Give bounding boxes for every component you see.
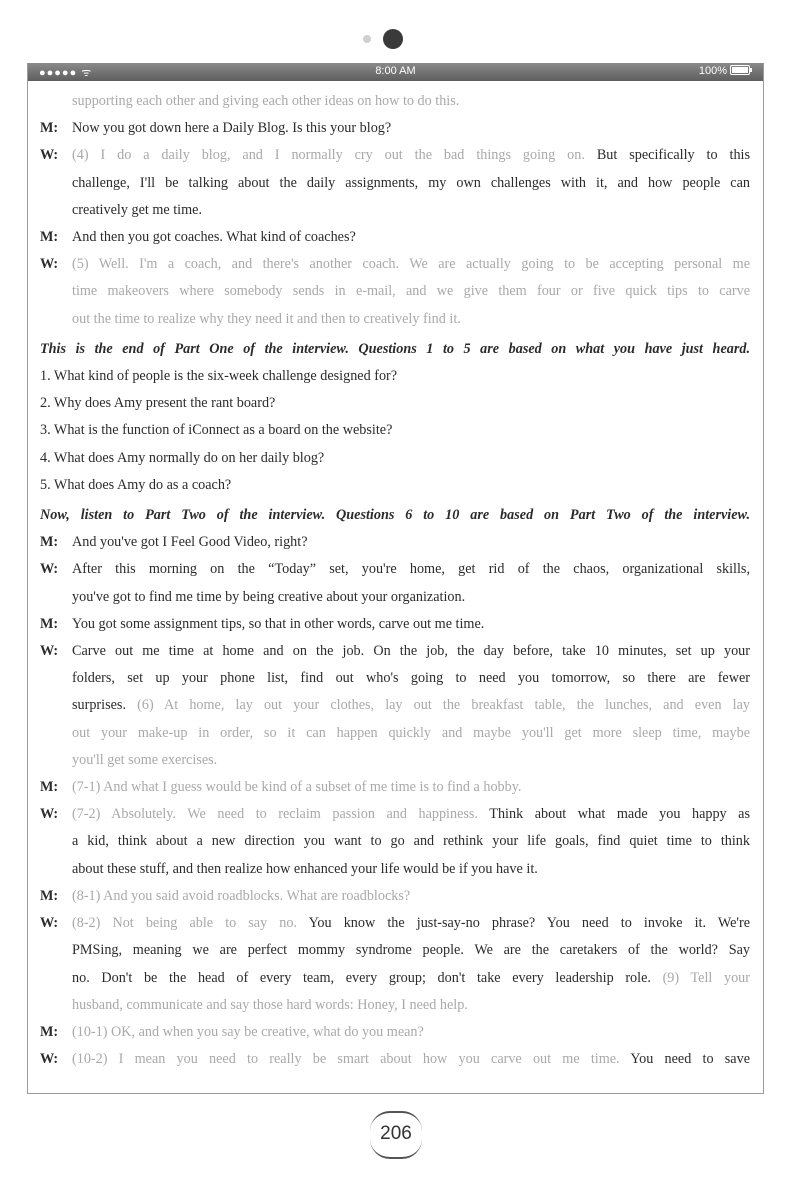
text-line: PMSing, meaning we are perfect mommy syndrome people. We are the caretakers of the world? Say [72, 942, 750, 959]
text-line: challenge, I'll be talking about the daily assignments, my own challenges with it, and how people can [72, 174, 750, 191]
text-line: you've got to find me time by being creative about your organization. [72, 588, 466, 605]
speaker-label: M: [40, 120, 59, 137]
speaker-label: W: [40, 643, 59, 660]
speaker-label: W: [40, 256, 59, 273]
text-line: out your make-up in order, so it can happen quickly and maybe you'll get more sleep time, maybe [72, 724, 750, 741]
dialogue-line: W: Carve out me time at home and on the job. On the job, the day before, take 10 minutes, set up your [40, 638, 750, 665]
dialogue-line: M: And then you got coaches. What kind of coaches? [40, 224, 750, 251]
dialogue-line: W: After this morning on the “Today” set, you're home, get rid of the chaos, organizational skills, [40, 556, 750, 583]
dialogue-line: W: (10-2) I mean you need to really be smart about how you carve out me time. You need to save [40, 1046, 750, 1073]
question-item: 5. What does Amy do as a coach? [40, 476, 232, 493]
speaker-label: W: [40, 806, 59, 823]
status-time: 8:00 AM [375, 65, 416, 77]
section-heading: This is the end of Part One of the interview. Questions 1 to 5 are based on what you have just heard. [40, 340, 750, 357]
speaker-label: W: [40, 1051, 59, 1068]
speaker-label: W: [40, 147, 59, 164]
front-camera [363, 29, 403, 49]
question-item: 4. What does Amy normally do on her daily blog? [40, 449, 325, 466]
transcript-page [40, 88, 750, 1073]
dialogue-line: M: (10-1) OK, and when you say be creative, what do you mean? [40, 1019, 750, 1046]
question-item: 3. What is the function of iConnect as a board on the website? [40, 422, 393, 439]
dialogue-line: M: You got some assignment tips, so that in other words, carve out me time. [40, 611, 750, 638]
text-line: a kid, think about a new direction you want to go and rethink your life goals, find quiet time to think [72, 833, 750, 850]
text-line: folders, set up your phone list, find out who's going to need you tomorrow, so there are fewer [72, 670, 750, 687]
text-line: you'll get some exercises. [72, 751, 218, 768]
text-line: about these stuff, and then realize how enhanced your life would be if you have it. [72, 860, 538, 877]
page-number-text: 206 [380, 1123, 412, 1144]
text-line: supporting each other and giving each other ideas on how to do this. [72, 93, 460, 109]
question-item: 1. What kind of people is the six-week challenge designed for? [40, 368, 398, 385]
dialogue-line: W: (7-2) Absolutely. We need to reclaim passion and happiness. Think about what made you happy as [40, 801, 750, 828]
speaker-label: M: [40, 229, 59, 246]
dialogue-line: M: (8-1) And you said avoid roadblocks. What are roadblocks? [40, 883, 750, 910]
speaker-label: M: [40, 887, 59, 904]
page-number [370, 1111, 422, 1159]
text-line: out the time to realize why they need it and then to creatively find it. [72, 310, 461, 327]
text-line: creatively get me time. [72, 201, 202, 218]
section-heading: Now, listen to Part Two of the interview. Questions 6 to 10 are based on Part Two of the interview. [40, 507, 750, 524]
text-line: no. Don't be the head of every team, every group; don't take every leadership role. (9) Tell your [72, 969, 751, 986]
text-line: surprises. (6) At home, lay out your clothes, lay out the breakfast table, the lunches, and even lay [72, 697, 751, 714]
speaker-label: M: [40, 1023, 59, 1040]
text-line: time makeovers where somebody sends in e-mail, and we give them four or five quick tips to carve [72, 283, 750, 300]
sensor-dot [363, 35, 371, 43]
speaker-label: M: [40, 534, 59, 551]
text-line: husband, communicate and say those hard words: Honey, I need help. [72, 996, 468, 1013]
question-item: 2. Why does Amy present the rant board? [40, 395, 276, 412]
dialogue-line: M: (7-1) And what I guess would be kind of a subset of me time is to find a hobby. [40, 774, 750, 801]
dialogue-line: W: (5) Well. I'm a coach, and there's another coach. We are actually going to be accepting personal me [40, 251, 750, 278]
speaker-label: W: [40, 915, 59, 932]
dialogue-line: W: (8-2) Not being able to say no. You know the just-say-no phrase? You need to invoke it. We're [40, 910, 750, 937]
signal-wifi-icon: ●●●●● ᯤ [39, 67, 93, 79]
battery-percent: 100% [698, 65, 727, 77]
dialogue-line: M: And you've got I Feel Good Video, right? [40, 529, 750, 556]
speaker-label: M: [40, 779, 59, 796]
camera-lens [383, 29, 403, 49]
speaker-label: M: [40, 615, 59, 632]
speaker-label: W: [40, 561, 59, 578]
dialogue-line: W: (4) I do a daily blog, and I normally cry out the bad things going on. But specifically to this [40, 142, 750, 169]
dialogue-line: M: Now you got down here a Daily Blog. Is this your blog? [40, 115, 750, 142]
